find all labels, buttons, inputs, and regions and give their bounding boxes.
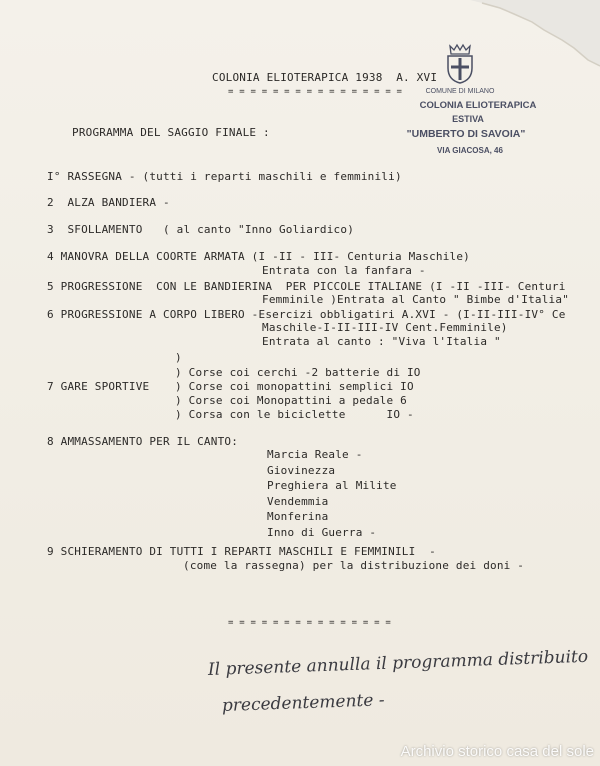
song-5: Monferina xyxy=(267,510,329,523)
stamp-line-5: VIA GIACOSA, 46 xyxy=(437,146,503,155)
stamp-line-1: COMUNE DI MILANO xyxy=(425,88,495,95)
song-2: Giovinezza xyxy=(267,464,336,477)
item-7-label: 7 GARE SPORTIVE xyxy=(47,380,150,393)
item-9-line-1: 9 SCHIERAMENTO DI TUTTI I REPARTI MASCHILI E FEMMINILI - xyxy=(47,545,436,558)
item-5-line-2: Femminile )Entrata al Canto " Bimbe d'Italia" xyxy=(262,293,570,306)
title-underline: = = = = = = = = = = = = = = = = xyxy=(228,87,403,97)
song-6: Inno di Guerra - xyxy=(267,526,377,539)
item-2: 2 ALZA BANDIERA - xyxy=(47,196,170,209)
song-4: Vendemmia xyxy=(267,495,329,508)
item-7-race-4: ) Corsa con le biciclette IO - xyxy=(175,408,414,421)
stamp-line-4: "UMBERTO DI SAVOIA" xyxy=(406,128,526,140)
item-9-line-2: (come la rassegna) per la distribuzione dei doni - xyxy=(183,559,525,572)
document-title: COLONIA ELIOTERAPICA 1938 A. XVI xyxy=(212,71,438,84)
item-8-label: 8 AMMASSAMENTO PER IL CANTO: xyxy=(47,435,239,448)
item-6-line-2: Maschile-I-II-III-IV Cent.Femminile) xyxy=(262,321,508,334)
song-1: Marcia Reale - xyxy=(267,448,363,461)
item-4-line-1: 4 MANOVRA DELLA COORTE ARMATA (I -II - III- Centuria Maschile) xyxy=(47,250,470,263)
item-1: I° RASSEGNA - (tutti i reparti maschili e femminili) xyxy=(47,170,402,183)
item-7-race-2: ) Corse coi monopattini semplici IO xyxy=(175,380,414,393)
stamp-line-3: ESTIVA xyxy=(452,114,484,124)
archive-watermark: Archivio storico casa del sole xyxy=(400,743,594,760)
item-3: 3 SFOLLAMENTO ( al canto "Inno Goliardico) xyxy=(47,223,355,236)
item-7-brace-top: ) xyxy=(175,351,182,364)
item-7-race-3: ) Corse coi Monopattini a pedale 6 xyxy=(175,394,407,407)
footer-separator: = = = = = = = = = = = = = = = xyxy=(228,618,391,628)
handwritten-note-line-1: Il presente annulla il programma distribuito xyxy=(207,646,589,680)
item-6-line-1: 6 PROGRESSIONE A CORPO LIBERO -Esercizi obbligatiri A.XVI - (I-II-III-IV° Ce xyxy=(47,308,566,321)
item-5-line-1: 5 PROGRESSIONE CON LE BANDIERINA PER PICCOLE ITALIANE (I -II -III- Centuri xyxy=(47,280,566,293)
item-7-race-1: ) Corse coi cerchi -2 batterie di IO xyxy=(175,366,421,379)
stamp-line-2: COLONIA ELIOTERAPICA xyxy=(419,100,537,111)
item-6-line-3: Entrata al canto : "Viva l'Italia " xyxy=(262,335,501,348)
coat-of-arms-icon xyxy=(444,42,476,84)
song-3: Preghiera al Milite xyxy=(267,479,397,492)
program-subtitle: PROGRAMMA DEL SAGGIO FINALE : xyxy=(72,126,270,139)
handwritten-note-line-2: precedentemente - xyxy=(221,690,385,716)
item-4-line-2: Entrata con la fanfara - xyxy=(262,264,426,277)
torn-corner xyxy=(470,0,600,70)
